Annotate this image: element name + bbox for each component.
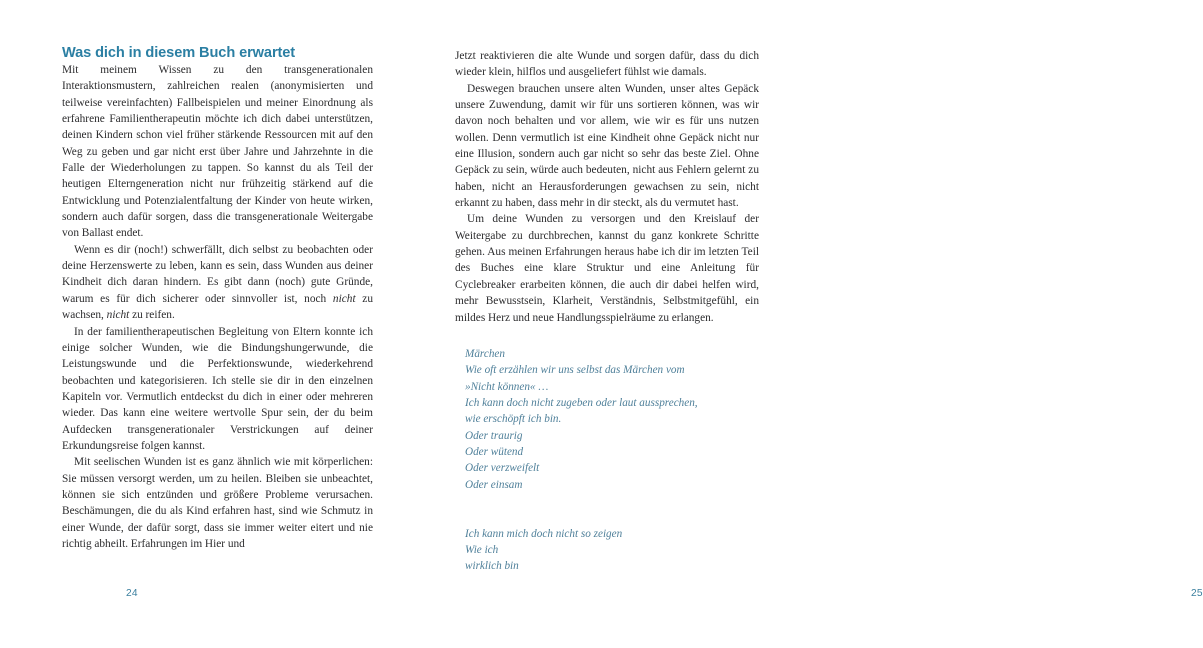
paragraph: Wenn es dir (noch!) schwerfällt, dich selbst zu beobachten oder deine Herzenswerte zu leben, kann es sein, dass Wunden aus deiner Kindheit dich daran hindern. Es gibt dann (noch) gute Gründe, warum es für dich sicherer oder sinnvoller ist, noch nicht zu wachsen, nicht zu reifen. [62, 243, 374, 322]
verse-spacer [465, 509, 759, 525]
paragraph: Mit meinem Wissen zu den transgenerationalen Interaktionsmustern, zahlreichen realen (anonymisierten und teilweise vereinfachten) Fallbeispielen und meiner Einordnung als erfahrene Familientherapeutin möchte ich dich dabei unterstützen, deinen Kindern schon viel früher stärkende Ressourcen mit auf den Weg zu geben und gar nicht erst über Jahre und Jahrzehnte in die Falle der Wiederholungen zu tappen. So kannst du als Teil der heutigen Elterngeneration nicht nur frühzeitig stärkend auf die Entwicklung und Potenzialentfaltung der Kinder von heute wirken, sondern auch dafür sorgen, dass die transgenerationale Weitergabe von Ballast endet. [62, 64, 373, 240]
emphasis: nicht [332, 292, 356, 305]
verse-line: wirklich bin [465, 560, 519, 573]
paragraph: Um deine Wunden zu versorgen und den Kreislauf der Weitergabe zu durchbrechen, kannst du ganz konkrete Schritte gehen. Aus meinen Erfahrungen heraus habe ich dir im letzten Teil des Buches eine klare Struktur und eine Anleitung für Cyclebreaker erarbeiten können, die auch dir dabei helfen wird, mehr Bewusstsein, Klarheit, Verständnis, Selbstmitgefühl, ein mildes Herz und neue Handlungsspielräume zu erlangen. [455, 213, 759, 324]
emphasis: nicht [106, 309, 130, 322]
paragraph: In der familientherapeutischen Begleitung von Eltern konnte ich einige solcher Wunden, wie die Bindungshungerwunde, die Leistungswunde und die Perfektionswunde, wiederkehrend beobachten und kategorisieren. Ich stelle sie dir in den einzelnen Kapiteln vor. Vermutlich entdeckst du dich in einer oder mehreren wieder. Das kann eine weitere wertvolle Spur sein, der du beim Aufdecken transgenerationaler Verstrickungen auf deiner Erkundungsreise folgen kannst. [62, 325, 373, 452]
right-page [455, 0, 1203, 648]
page-number-right: 25 [1191, 588, 1203, 599]
verse-line: »Nicht können« … [465, 380, 549, 393]
verse-line: Oder traurig [465, 429, 523, 442]
left-column-text [62, 62, 373, 552]
paragraph: Mit seelischen Wunden ist es ganz ähnlich wie mit körperlichen: Sie müssen versorgt werden, um zu heilen. Bleiben sie unbeachtet, können sie sich entzünden und größere Probleme verursachen. Beschämungen, die du als Kind erfahren hast, sind wie Schmutz in einer Wunde, der dafür sorgt, dass sie immer weiter eitert und nie richtig abheilt. Erfahrungen im Hier und [62, 456, 373, 550]
verse-line: Märchen [465, 347, 505, 360]
page-number-left: 24 [126, 588, 138, 599]
verse-line: Wie ich [465, 543, 499, 556]
left-page [62, 0, 373, 648]
verse-line: Oder verzweifelt [465, 462, 540, 475]
verse-line: Oder einsam [465, 478, 523, 491]
paragraph: Jetzt reaktivieren die alte Wunde und sorgen dafür, dass du dich wieder klein, hilflos und ausgeliefert fühlst wie damals. [455, 50, 759, 79]
right-column-text [455, 48, 759, 575]
verse-line: Oder wütend [465, 445, 524, 458]
verse-line: Ich kann mich doch nicht so zeigen [465, 527, 623, 540]
verse-line: Ich kann doch nicht zugeben oder laut aussprechen, [465, 396, 698, 409]
verse-block [455, 346, 759, 575]
verse-line: Wie oft erzählen wir uns selbst das Märchen vom [465, 364, 685, 377]
paragraph: Deswegen brauchen unsere alten Wunden, unser altes Gepäck unsere Zuwendung, damit wir für uns sortieren können, was wir davon noch behalten und vor allem, wie wir es für uns nutzen wollen. Denn vermutlich ist eine Kindheit ohne Gepäck nicht nur eine Illusion, sondern auch gar nicht so sehr das beste Ziel. Ohne Gepäck zu sein, würde auch bedeuten, nicht aus Fehlern gelernt zu haben, nicht an Herausforderungen gewachsen zu sein, nicht erkannt zu haben, dass mehr in dir steckt, als du vermutet hast. [455, 82, 759, 210]
verse-spacer [465, 493, 759, 509]
page-title: Was dich in diesem Buch erwartet [62, 45, 296, 61]
verse-line: wie erschöpft ich bin. [465, 413, 562, 426]
